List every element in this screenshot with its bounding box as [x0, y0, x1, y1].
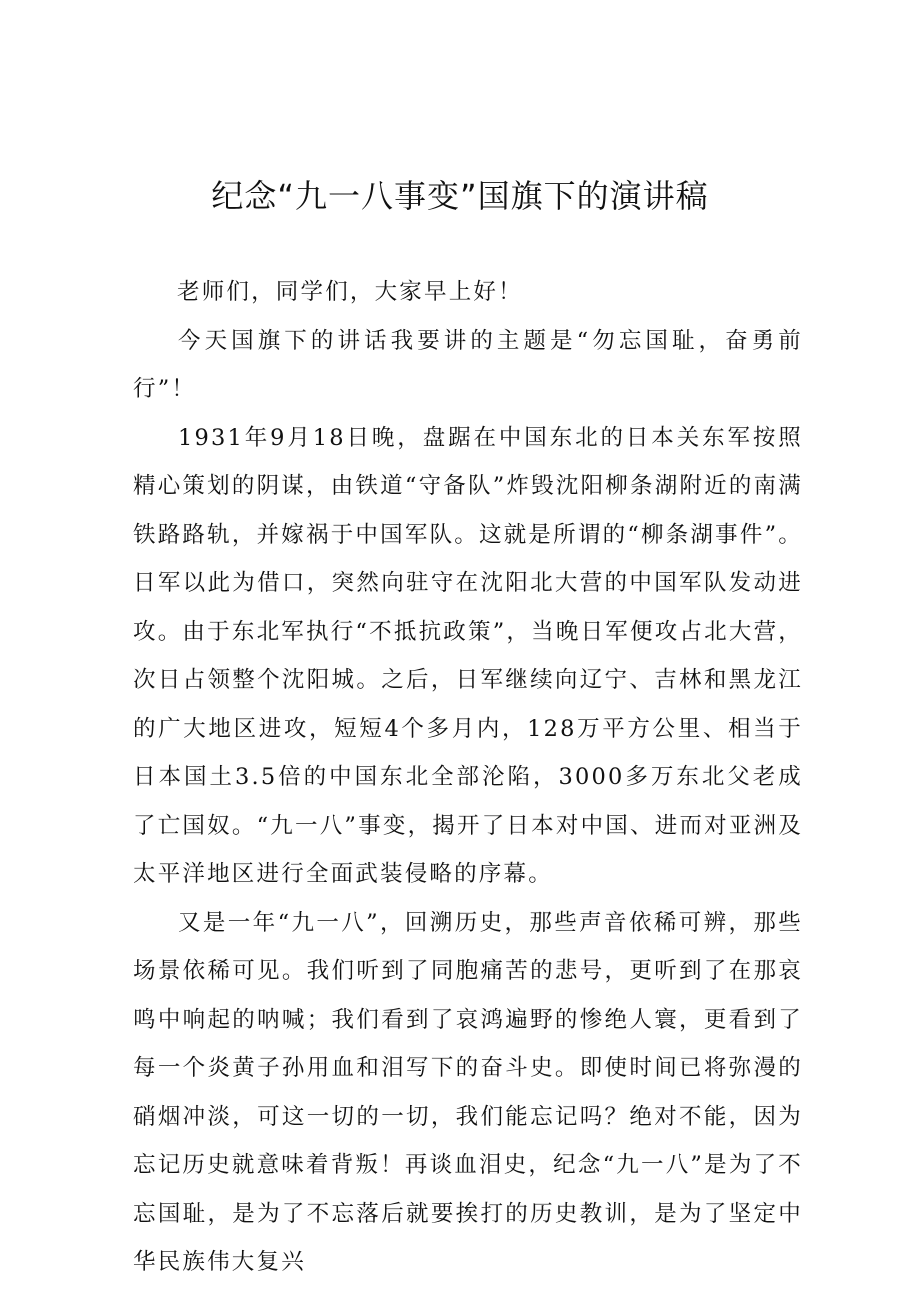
document-title: 纪念“九一八事变”国旗下的演讲稿	[211, 177, 709, 215]
paragraph-greeting: 老师们，同学们，大家早上好！	[177, 279, 523, 305]
paragraph-history: 1931年9月18日晚，盘踞在中国东北的日本关东军按照精心策划的阴谋，由铁道“守备队”炸毁沈阳柳条湖附近的南满铁路路轨，并嫁祸于中国军队。这就是所谓的“柳条湖事件”。日军以此为借口，突然向驻守在沈阳北大营的中国军队发动进攻。由于东北军执行“不抵抗政策”，当晚日军便攻占北大营，次日占领整个沈阳城。之后，日军继续向辽宁、吉林和黑龙江的广大地区进攻，短短4个多月内，128万平方公里、相当于日本国土3.5倍的中国东北全部沦陷，3000多万东北父老成了亡国奴。“九一八”事变，揭开了日本对中国、进而对亚洲及太平洋地区进行全面武装侵略的序幕。	[133, 424, 803, 887]
document-body	[133, 268, 803, 1287]
paragraph-topic: 今天国旗下的讲话我要讲的主题是“勿忘国耻，奋勇前行”！	[133, 327, 803, 402]
paragraph-reflection: 又是一年“九一八”，回溯历史，那些声音依稀可辨，那些场景依稀可见。我们听到了同胞痛苦的悲号，更听到了在那哀鸣中响起的呐喊；我们看到了哀鸿遍野的惨绝人寰，更看到了每一个炎黄子孙用血和泪写下的奋斗史。即使时间已将弥漫的硝烟冲淡，可这一切的一切，我们能忘记吗？绝对不能，因为忘记历史就意味着背叛！再谈血泪史，纪念“九一八”是为了不忘国耻，是为了不忘落后就要挨打的历史教训，是为了坚定中华民族伟大复兴	[133, 909, 803, 1275]
